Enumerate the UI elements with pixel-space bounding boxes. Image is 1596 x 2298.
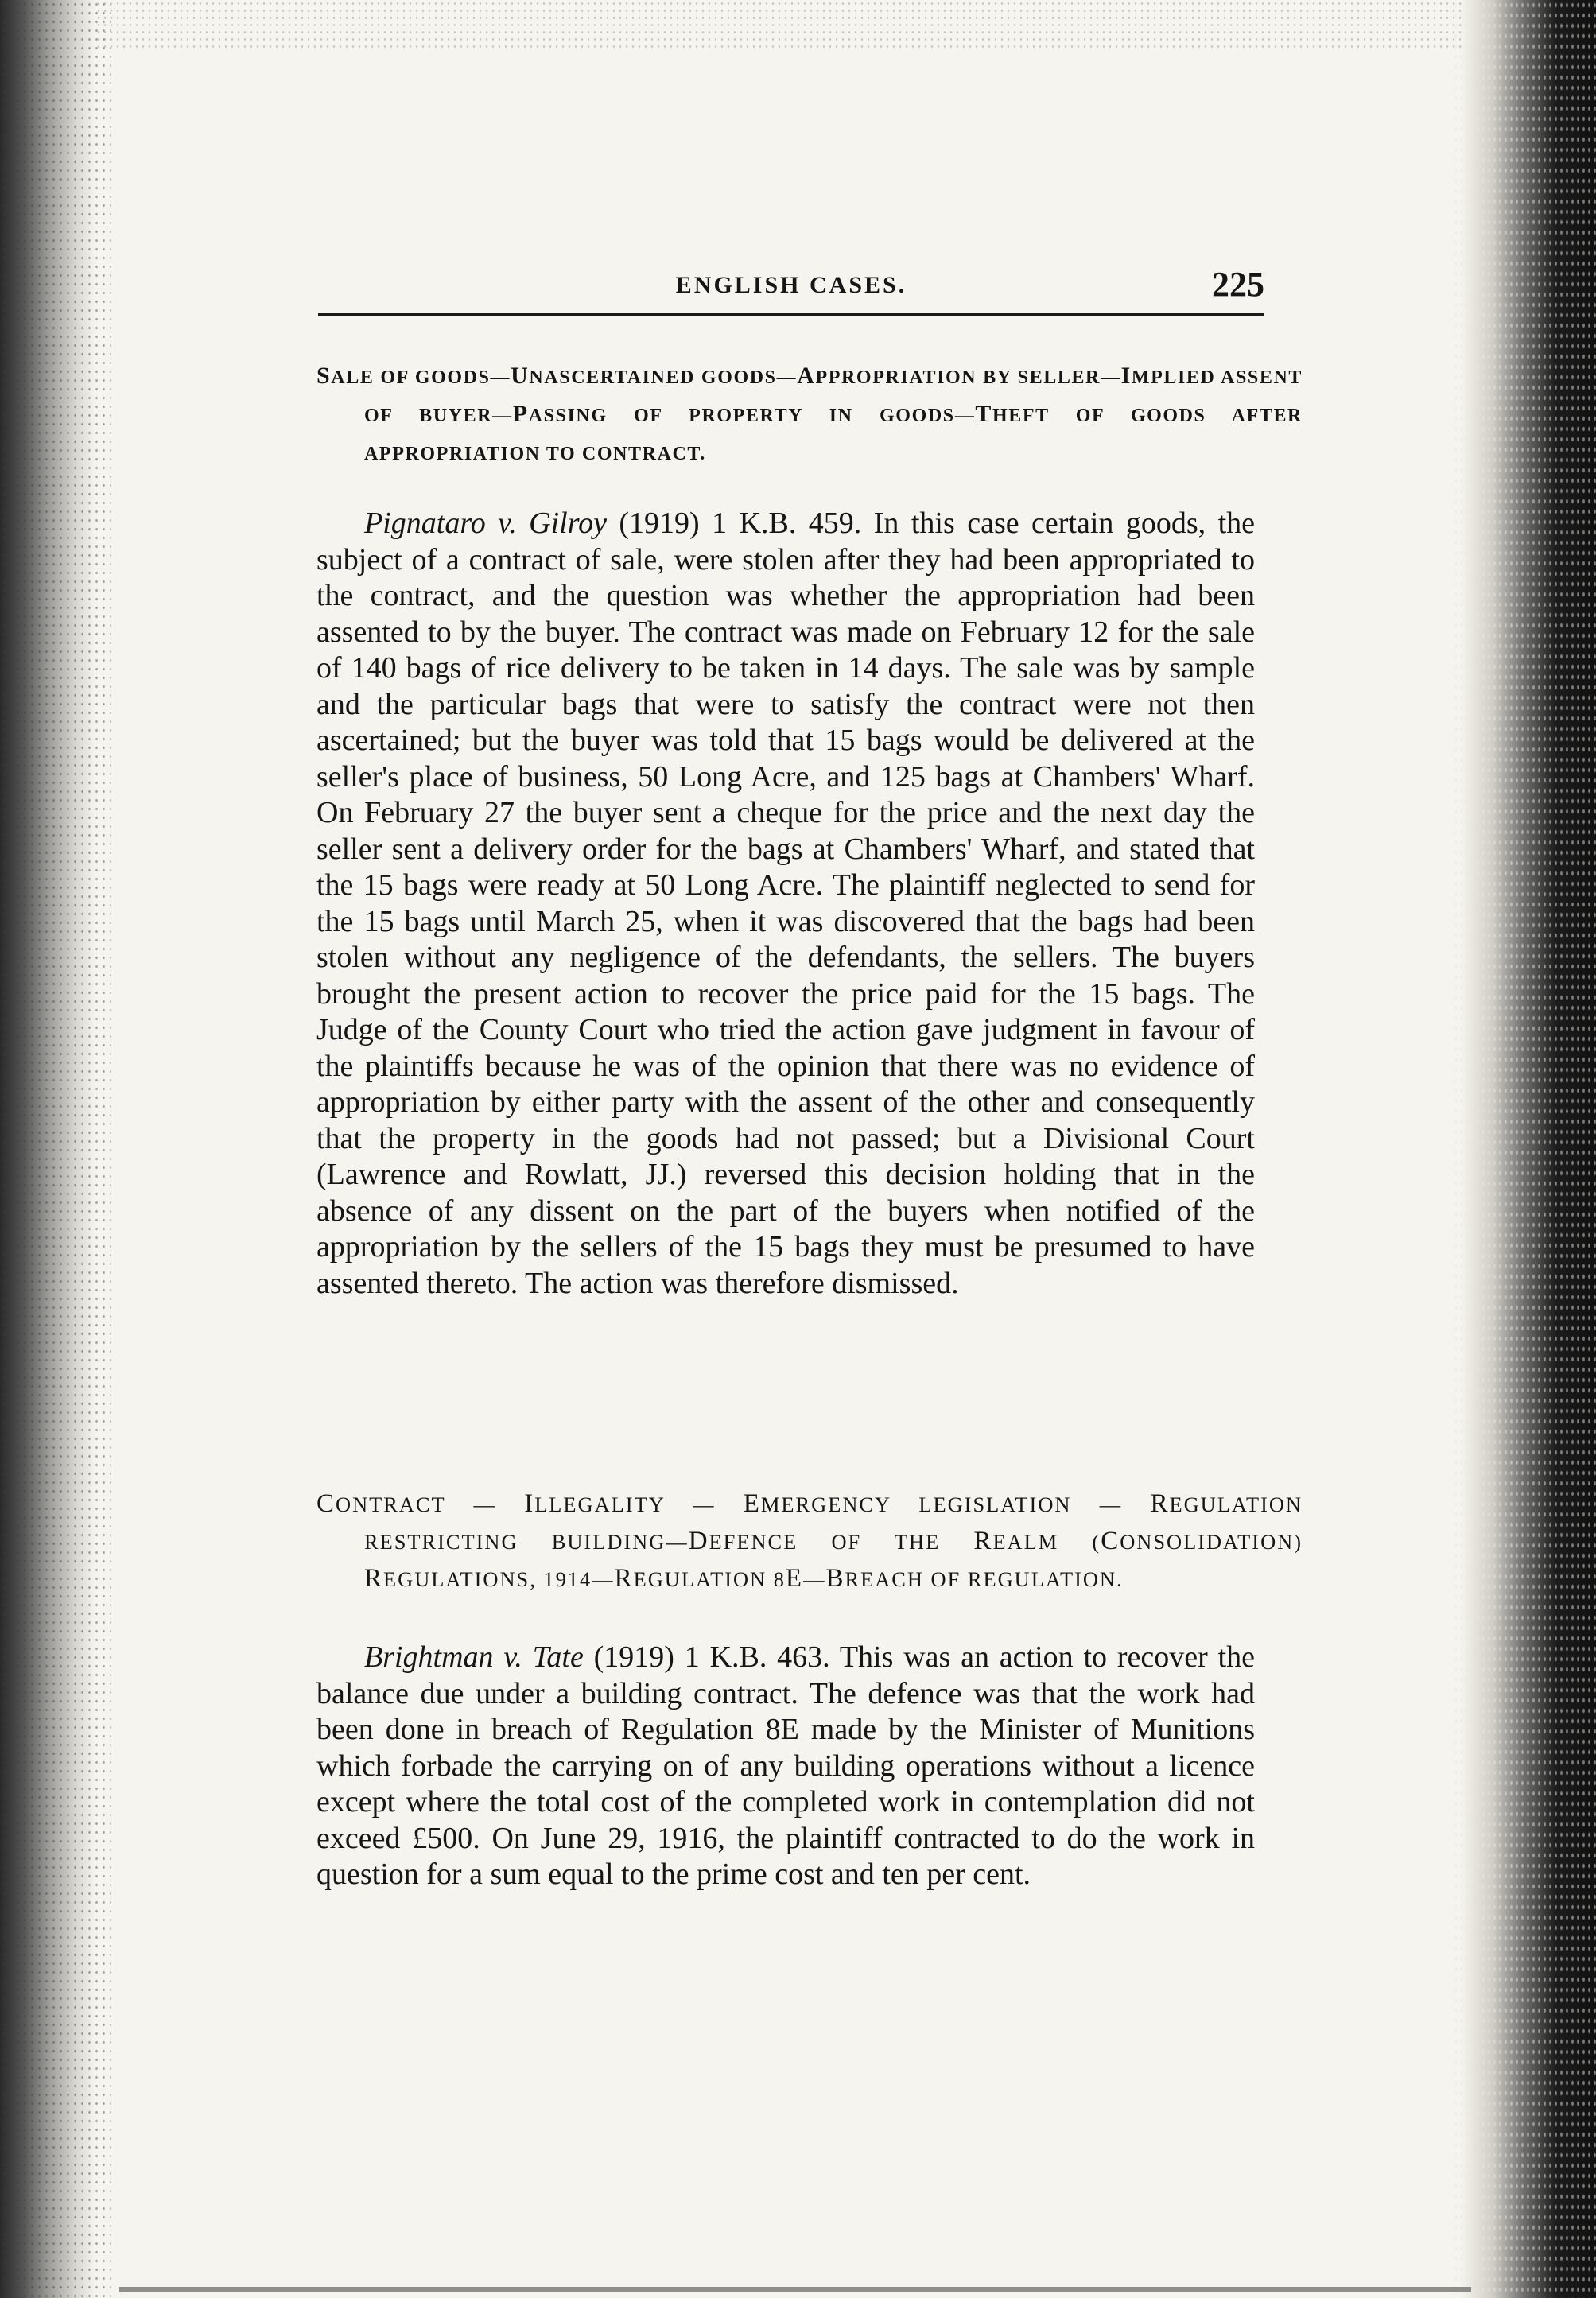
case-body-1	[316, 506, 1255, 1302]
case-heading-1	[316, 358, 1303, 472]
case-name-1: Pignataro v. Gilroy	[364, 507, 607, 540]
citation-1: (1919) 1 K.B. 459.	[619, 507, 862, 540]
header-rule	[318, 313, 1264, 316]
scan-noise-left	[0, 0, 111, 2298]
running-title: ENGLISH CASES.	[675, 272, 907, 298]
bottom-edge-line	[119, 2287, 1471, 2292]
case-text-2: This was an action to recover the balance due under a building contract. The defence was that the work had been done in breach of Regulation 8E made by the Minister of Munitions which forbade the carrying on of any building operations without a licence except where the total cost of the completed work in contemplation did not exceed £500. On June 29, 1916, the plaintiff contracted to do the work in question for a sum equal to the prime cost and ten per cent.	[316, 1640, 1255, 1891]
scan-noise-right	[1453, 0, 1596, 2298]
case-heading-2	[316, 1485, 1303, 1597]
case-body-2	[316, 1640, 1255, 1893]
citation-2: (1919) 1 K.B. 463.	[593, 1640, 830, 1674]
case-name-2: Brightman v. Tate	[364, 1640, 584, 1674]
running-head	[318, 264, 1264, 312]
scan-noise-top	[95, 0, 1463, 48]
page-number: 225	[1212, 265, 1264, 304]
case-heading-1-text: SALE OF GOODS—UNASCERTAINED GOODS—APPROPRIATION BY SELLER—IMPLIED ASSENT OF BUYER—PASSING OF PROPERTY IN GOODS—THEFT OF GOODS AFTER APPROPRIATION TO CONTRACT.	[316, 363, 1303, 464]
case-heading-2-text: CONTRACT — ILLEGALITY — EMERGENCY LEGISLATION — REGULATION RESTRICTING BUILDING—DEFENCE OF THE REALM (CONSOLIDATION) REGULATIONS, 1914—REGULATION 8E—BREACH OF REGULATION.	[316, 1489, 1303, 1593]
case-text-1: In this case certain goods, the subject of a contract of sale, were stolen after they had been appropriated to the contract, and the question was whether the appropriation had been assented to by the buyer. The contract was made on February 12 for the sale of 140 bags of rice delivery to be taken in 14 days. The sale was by sample and the particular bags that were to satisfy the contract were not then ascertained; but the buyer was told that 15 bags would be delivered at the seller's place of business, 50 Long Acre, and 125 bags at Chambers' Wharf. On February 27 the buyer sent a cheque for the price and the next day the seller sent a delivery order for the bags at Chambers' Wharf, and stated that the 15 bags were ready at 50 Long Acre. The plaintiff neglected to send for the 15 bags until March 25, when it was discovered that the bags had been stolen without any negligence of the defendants, the sellers. The buyers brought the present action to recover the price paid for the 15 bags. The Judge of the County Court who tried the action gave judgment in favour of the plaintiffs because he was of the opinion that there was no evidence of appropriation by either party with the assent of the other and consequently that the property in the goods had not passed; but a Divisional Court (Lawrence and Rowlatt, JJ.) reversed this decision holding that in the absence of any dissent on the part of the buyers when notified of the appropriation by the sellers of the 15 bags they must be presumed to have assented thereto. The action was therefore dismissed.	[316, 507, 1255, 1300]
